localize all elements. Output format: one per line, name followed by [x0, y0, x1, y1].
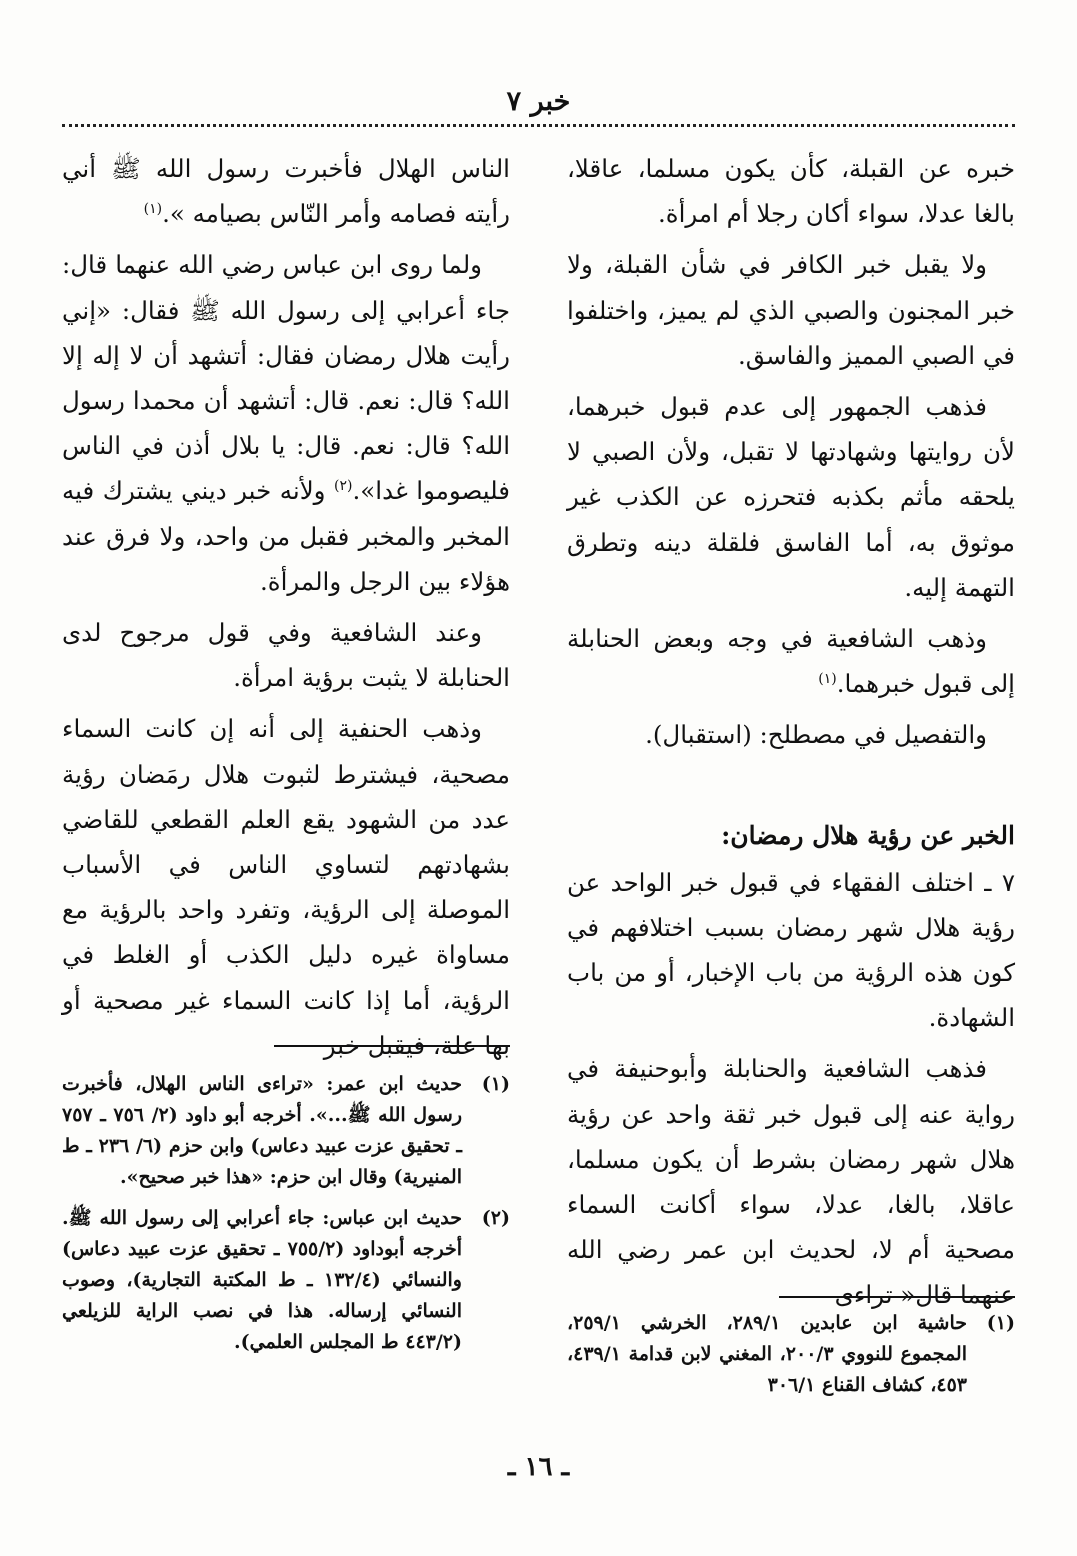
paragraph: خبره عن القبلة، كأن يكون مسلما، عاقلا، بالغا عدلا، سواء أكان رجلا أم امرأة. [567, 154, 1015, 229]
footnotes-right [567, 1296, 1015, 1411]
paragraph: والتفصيل في مصطلح: (استقبال). [645, 720, 987, 750]
paragraph-text: ولأنه خبر ديني يشترك فيه المخبر والمخبر فقبل من واحد، ولا فرق عند هؤلاء بين الرجل والمرأة. [62, 476, 510, 596]
paragraph-text: ولما روى ابن عباس رضي الله عنهما قال: جاء أعرابي إلى رسول الله ﷺ فقال: «إني رأيت هلال رمضان فقال: أتشهد أن لا إله إلا الله؟ قال: نعم. قال: أتشهد أن محمدا رسول الله؟ قال: نعم. قال: يا بلال أذن في الناس فليصوموا غدا». [62, 250, 510, 506]
header-title: خبر ٧ [506, 86, 571, 117]
paragraph: فذهب الجمهور إلى عدم قبول خبرهما، لأن روايتها وشهادتها لا تقبل، ولأن الصبي لا يلحقه مأثم بكذبه فتحرزه عن الكذب غير موثوق به، أما الفاسق فلقلة دينه وتطرق التهمة إليه. [567, 392, 1015, 602]
paragraph: وذهب الحنفية إلى أنه إن كانت السماء مصحية، فيشترط لثبوت هلال رمَضان رؤية عدد من الشهود يقع العلم القطعي للقاضي بشهادتهم لتساوي الناس في الأسباب الموصلة إلى الرؤية، وتفرد واحد بالرؤية مع مساواة غيره دليل الكذب أو الغلط في الرؤية، أما إذا كانت السماء غير مصحية أو بها علة، فيقبل خبر [62, 714, 510, 1060]
footnote-text: حاشية ابن عابدين ٢٨٩/١، الخرشي ٢٥٩/١، المجموع للنووي ٢٠٠/٣، المغني لابن قدامة ٤٣٩/١، ٤٥٣، كشاف القناع ٣٠٦/١ [567, 1312, 968, 1396]
right-column [567, 146, 1015, 1324]
footnote-number: (١) [481, 1073, 510, 1095]
paragraph: ولا يقبل خبر الكافر في شأن القبلة، ولا خبر المجنون والصبي الذي لم يميز، واختلفوا في الصبي المميز والفاسق. [567, 250, 1015, 370]
footnote-text: حديث ابن عباس: جاء أعرابي إلى رسول الله ﷺ. أخرجه أبوداود (٧٥٥/٢ ـ تحقيق عزت عبيد دعاس) والنسائي (١٣٢/٤ ـ ط المكتبة التجارية)، وصوب النسائي إرساله. هذا في نصب الراية للزيلعي (٤٤٣/٢ ط المجلس العلمي). [62, 1207, 462, 1353]
paragraph [567, 616, 1015, 706]
footnote [62, 1069, 510, 1193]
footnote-marker: (١) [143, 201, 163, 218]
paragraph: وعند الشافعية وفي قول مرجوح لدى الحنابلة لا يثبت برؤية امرأة. [62, 618, 510, 693]
paragraph: ٧ ـ اختلف الفقهاء في قبول خبر الواحد عن رؤية هلال شهر رمضان بسبب اختلافهم في كون هذه الرؤية من باب الإخبار، أو من باب الشهادة. [567, 867, 1015, 1033]
header-dotted-rule [62, 124, 1015, 127]
footnote-marker: (٢) [334, 478, 353, 495]
left-column [62, 146, 510, 1074]
footnotes-left [62, 1045, 510, 1368]
paragraph-text: وذهب الشافعية في وجه وبعض الحنابلة إلى قبول خبرهما. [567, 624, 1015, 699]
paragraph [62, 242, 510, 604]
footnote [62, 1203, 510, 1358]
paragraph-text: الناس الهلال فأخبرت رسول الله ﷺ أني رأيته فصامه وأمر النّاس بصيامه ». [62, 154, 510, 229]
page-header [60, 86, 1017, 117]
page-number: ـ ١٦ ـ [507, 1452, 570, 1482]
paragraph: فذهب الشافعية والحنابلة وأبوحنيفة في رواية عنه إلى قبول خبر ثقة واحد عن رؤية هلال شهر رمضان بشرط أن يكون مسلما، عاقلا، بالغا، عدلا، سواء أكانت السماء مصحية أم لا، لحديث ابن عمر رضي الله عنهما قال« تراءى [567, 1054, 1015, 1310]
footnote-number: (٢) [481, 1207, 510, 1229]
footnote-text: حديث ابن عمر: «تراءى الناس الهلال، فأخبرت رسول الله ﷺ...». أخرجه أبو داود (٢/ ٧٥٦ ـ ٧٥٧ ـ تحقيق عزت عبيد دعاس) وابن حزم (٦/ ٢٣٦ ـ ط المنيرية) وقال ابن حزم: «هذا خبر صحيح». [62, 1073, 463, 1188]
section-heading: الخبر عن رؤية هلال رمضان: [721, 820, 1015, 850]
footnote [567, 1308, 1015, 1401]
footnote-marker: (١) [818, 671, 837, 688]
paragraph [62, 146, 510, 236]
footnote-number: (١) [986, 1312, 1015, 1334]
